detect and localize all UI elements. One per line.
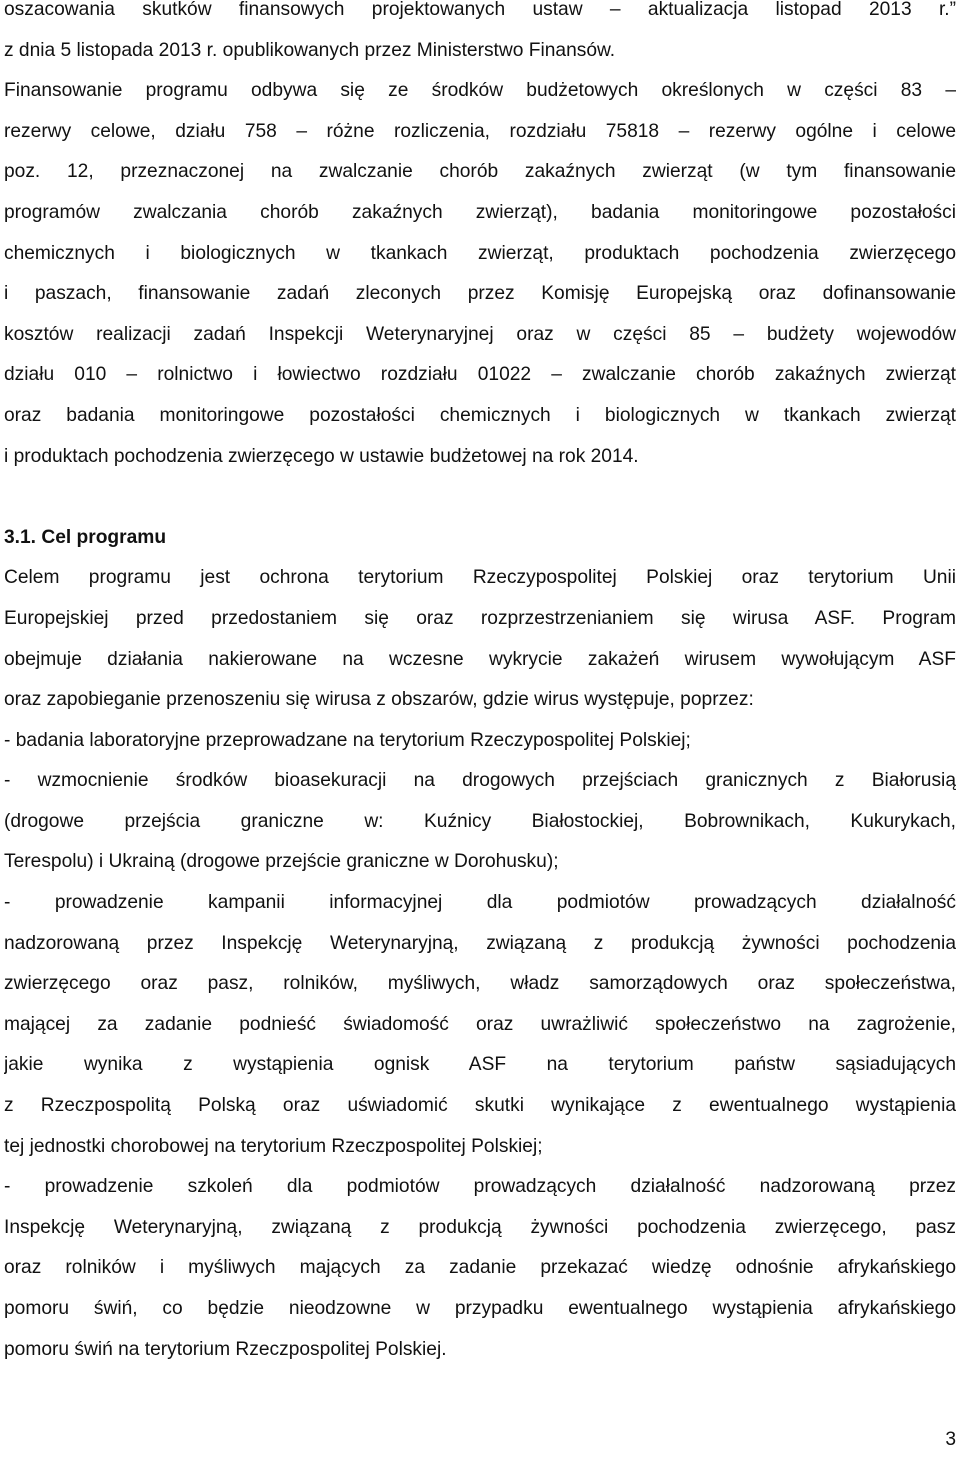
text-line: Inspekcję Weterynaryjną, związaną z produkcją żywności pochodzenia zwierzęcego, pasz: [4, 1216, 956, 1238]
text-line: oraz zapobieganie przenoszeniu się wirusa z obszarów, gdzie wirus występuje, poprzez:: [4, 689, 754, 711]
text-line: i produktach pochodzenia zwierzęcego w ustawie budżetowej na rok 2014.: [4, 445, 639, 467]
text-line: oszacowania skutków finansowych projektowanych ustaw – aktualizacja listopad 2013 r.”: [4, 0, 956, 20]
text-line: programów zwalczania chorób zakaźnych zwierząt), badania monitoringowe pozostałości: [4, 201, 956, 223]
intro-paragraph: [4, 0, 956, 477]
list-item: - prowadzenie szkoleń dla podmiotów prowadzących działalność nadzorowaną przez: [4, 1176, 956, 1198]
list-item: - wzmocnienie środków bioasekuracji na drogowych przejściach granicznych z Białorusią: [4, 770, 956, 792]
page-number: 3: [945, 1429, 956, 1450]
list-item: - prowadzenie kampanii informacyjnej dla podmiotów prowadzących działalność: [4, 892, 956, 914]
text-line: Europejskiej przed przedostaniem się oraz rozprzestrzenianiem się wirusa ASF. Program: [4, 607, 956, 629]
text-line: działu 010 – rolnictwo i łowiectwo rozdziału 01022 – zwalczanie chorób zakaźnych zwierząt: [4, 364, 956, 386]
text-line: kosztów realizacji zadań Inspekcji Weterynaryjnej oraz w części 85 – budżety wojewodów: [4, 323, 956, 345]
text-line: oraz badania monitoringowe pozostałości chemicznych i biologicznych w tkankach zwierząt: [4, 404, 956, 426]
document-page: [4, 0, 956, 1464]
text-line: obejmuje działania nakierowane na wczesne wykrycie zakażeń wirusem wywołującym ASF: [4, 648, 956, 670]
section-cel-programu: [4, 518, 956, 1370]
text-line: z Rzeczpospolitą Polską oraz uświadomić skutki wynikające z ewentualnego wystąpienia: [4, 1095, 956, 1117]
text-line: (drogowe przejścia graniczne w: Kuźnicy Białostockiej, Bobrownikach, Kukurykach,: [4, 810, 956, 832]
text-line: Finansowanie programu odbywa się ze środków budżetowych określonych w części 83 –: [4, 80, 956, 102]
text-line: mającej za zadanie podnieść świadomość oraz uwrażliwić społeczeństwo na zagrożenie,: [4, 1013, 956, 1035]
text-line: z dnia 5 listopada 2013 r. opublikowanych przez Ministerstwo Finansów.: [4, 39, 616, 61]
text-line: Celem programu jest ochrona terytorium Rzeczypospolitej Polskiej oraz terytorium Unii: [4, 567, 956, 589]
text-line: Terespolu) i Ukrainą (drogowe przejście graniczne w Dorohusku);: [4, 851, 559, 873]
text-line: pomoru świń na terytorium Rzeczpospolitej Polskiej.: [4, 1338, 447, 1360]
text-line: jakie wynika z wystąpienia ognisk ASF na terytorium państw sąsiadujących: [4, 1054, 956, 1076]
text-line: i paszach, finansowanie zadań zleconych przez Komisję Europejską oraz dofinansowanie: [4, 283, 956, 305]
section-heading: 3.1. Cel programu: [4, 526, 167, 548]
text-line: poz. 12, przeznaczonej na zwalczanie chorób zakaźnych zwierząt (w tym finansowanie: [4, 161, 956, 183]
text-line: zwierzęcego oraz pasz, rolników, myśliwych, władz samorządowych oraz społeczeństwa,: [4, 973, 956, 995]
text-line: rezerwy celowe, działu 758 – różne rozliczenia, rozdziału 75818 – rezerwy ogólne i celowe: [4, 120, 956, 142]
text-line: oraz rolników i myśliwych mających za zadanie przekazać wiedzę odnośnie afrykańskiego: [4, 1257, 956, 1279]
paragraph-gap: [4, 477, 956, 518]
text-line: nadzorowaną przez Inspekcję Weterynaryjną, związaną z produkcją żywności pochodzenia: [4, 932, 956, 954]
text-line: tej jednostki chorobowej na terytorium Rzeczpospolitej Polskiej;: [4, 1135, 543, 1157]
text-line: pomoru świń, co będzie nieodzowne w przypadku ewentualnego wystąpienia afrykańskiego: [4, 1298, 956, 1319]
text-line: chemicznych i biologicznych w tkankach zwierząt, produktach pochodzenia zwierzęcego: [4, 242, 956, 264]
list-item: - badania laboratoryjne przeprowadzane na terytorium Rzeczypospolitej Polskiej;: [4, 729, 691, 751]
